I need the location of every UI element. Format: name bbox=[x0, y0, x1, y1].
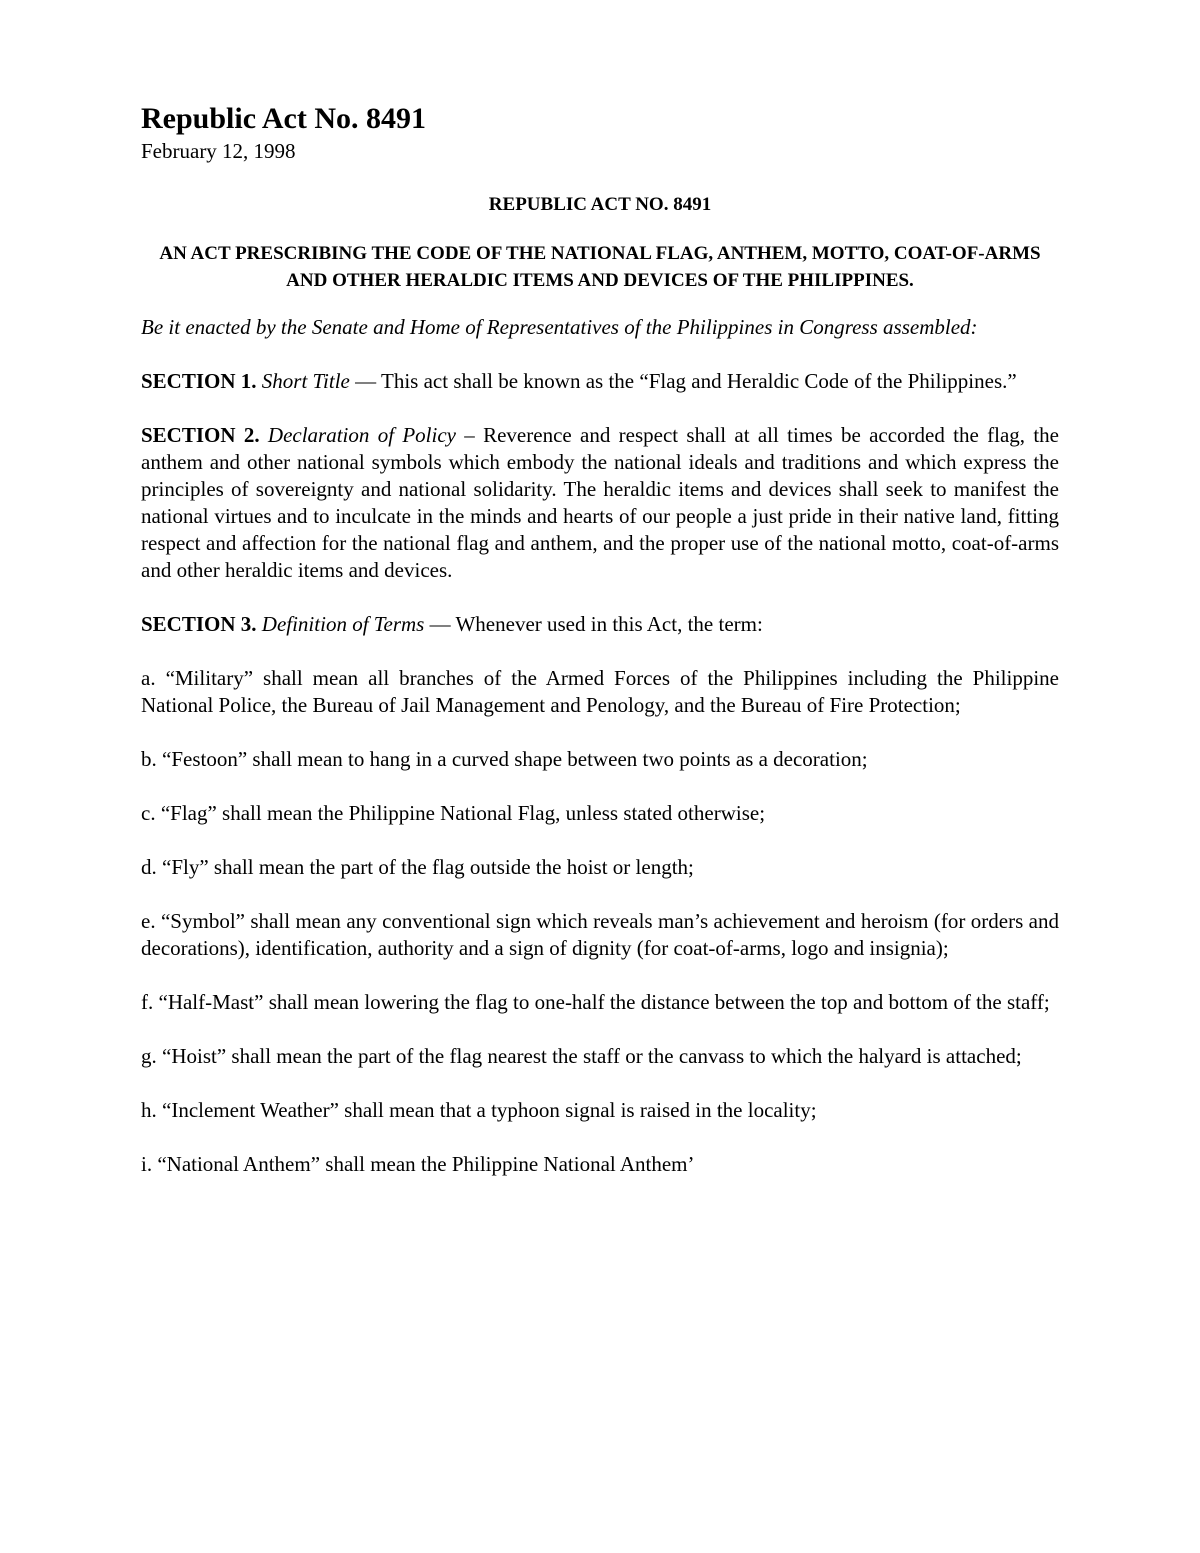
section-2-text: – Reverence and respect shall at all times be accorded the flag, the anthem and other national symbols which embody the national ideals and traditions and which express the principles of sovereignty and national solidarity. The heraldic items and devices shall seek to manifest the national virtues and to inculcate in the minds and hearts of our people a just pride in their native land, fitting respect and affection for the national flag and anthem, and the proper use of the national motto, coat-of-arms and other heraldic items and devices. bbox=[141, 423, 1059, 582]
section-1 bbox=[141, 368, 1059, 395]
enacting-clause: Be it enacted by the Senate and Home of Representatives of the Philippines in Congress assembled: bbox=[141, 315, 978, 339]
definition-item: a. “Military” shall mean all branches of the Armed Forces of the Philippines including the Philippine National Police, the Bureau of Jail Management and Penology, and the Bureau of Fire Protection; bbox=[141, 666, 1059, 717]
act-number-heading: REPUBLIC ACT NO. 8491 bbox=[488, 194, 712, 215]
section-2-label: SECTION 2. bbox=[141, 423, 260, 447]
section-3-label: SECTION 3. bbox=[141, 612, 257, 636]
definition-item: i. “National Anthem” shall mean the Philippine National Anthem’ bbox=[141, 1152, 695, 1176]
definition-item: g. “Hoist” shall mean the part of the flag nearest the staff or the canvass to which the halyard is attached; bbox=[141, 1044, 1022, 1068]
section-3-name: Definition of Terms bbox=[261, 612, 425, 636]
section-1-label: SECTION 1. bbox=[141, 369, 257, 393]
definition-item: e. “Symbol” shall mean any conventional sign which reveals man’s achievement and heroism (for orders and decorations), identification, authority and a sign of dignity (for coat-of-arms, logo and insignia); bbox=[141, 909, 1059, 960]
section-3-text: — Whenever used in this Act, the term: bbox=[424, 612, 763, 636]
definition-item: c. “Flag” shall mean the Philippine National Flag, unless stated otherwise; bbox=[141, 801, 766, 825]
section-1-name: Short Title bbox=[261, 369, 350, 393]
document-title: Republic Act No. 8491 bbox=[141, 102, 426, 135]
definition-item: f. “Half-Mast” shall mean lowering the flag to one-half the distance between the top and bottom of the staff; bbox=[141, 990, 1050, 1014]
document-page bbox=[141, 100, 1059, 1205]
definition-item: h. “Inclement Weather” shall mean that a typhoon signal is raised in the locality; bbox=[141, 1098, 817, 1122]
section-2-name: Declaration of Policy bbox=[267, 423, 456, 447]
act-title-heading: AN ACT PRESCRIBING THE CODE OF THE NATIONAL FLAG, ANTHEM, MOTTO, COAT-OF-ARMS AND OTHER HERALDIC ITEMS AND DEVICES OF THE PHILIPPINES. bbox=[159, 243, 1041, 291]
definition-item: d. “Fly” shall mean the part of the flag outside the hoist or length; bbox=[141, 855, 694, 879]
section-2 bbox=[141, 422, 1059, 584]
section-1-text: — This act shall be known as the “Flag and Heraldic Code of the Philippines.” bbox=[349, 369, 1017, 393]
definition-item: b. “Festoon” shall mean to hang in a curved shape between two points as a decoration; bbox=[141, 747, 868, 771]
document-date: February 12, 1998 bbox=[141, 139, 296, 163]
section-3 bbox=[141, 611, 1059, 638]
